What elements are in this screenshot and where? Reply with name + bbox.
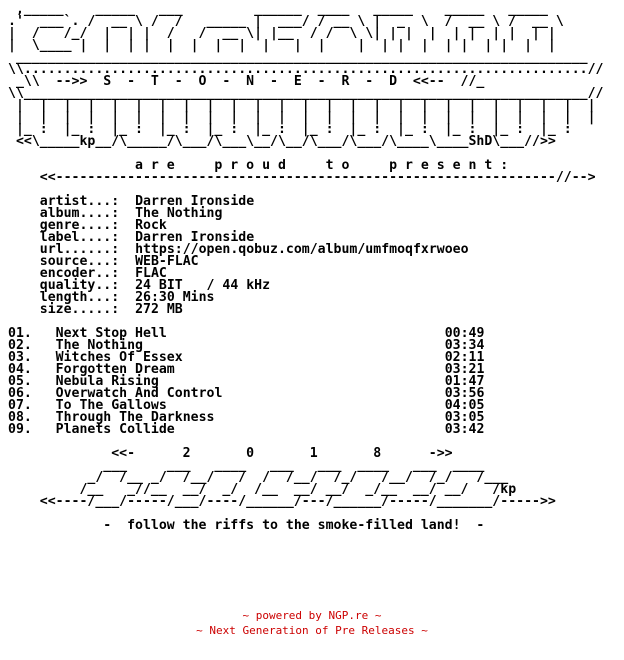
- info-key: encoder..:: [39, 266, 120, 281]
- track-title: Overwatch And Control: [55, 386, 445, 401]
- info-key: album....:: [39, 206, 120, 221]
- track-number: 08.: [8, 410, 32, 425]
- info-key: size.....:: [39, 302, 120, 317]
- track-title: Planets Collide: [55, 422, 445, 437]
- track-title: Next Stop Hell: [55, 326, 445, 341]
- track-number: 05.: [8, 374, 32, 389]
- track-time: 03:05: [444, 410, 485, 425]
- track-number: 02.: [8, 338, 32, 353]
- track-number: 06.: [8, 386, 32, 401]
- track-number: 07.: [8, 398, 32, 413]
- info-value: Darren Ironside: [135, 230, 255, 245]
- info-key: quality..:: [39, 278, 120, 293]
- track-time: 04:05: [444, 398, 485, 413]
- track-title: Through The Darkness: [55, 410, 445, 425]
- track-time: 00:49: [444, 326, 485, 341]
- ngp-tagline: ~ Next Generation of Pre Releases ~: [196, 624, 428, 637]
- track-number: 09.: [8, 422, 32, 437]
- track-time: 01:47: [444, 374, 485, 389]
- info-value: FLAC: [135, 266, 167, 281]
- info-key: length...:: [39, 290, 120, 305]
- info-key: url......:: [39, 242, 120, 257]
- track-number: 01.: [8, 326, 32, 341]
- info-key: genre....:: [39, 218, 120, 233]
- info-value: Darren Ironside: [135, 194, 255, 209]
- bottom-ascii-art: ___ ___ ____ ___ ___ ____ ___ ____ _/ /__ _/ /__/ / / /__/ /_/ /__/ /_/ /___ /__ _//__ __/ _/ /__ __/ __/ _/__ __/ __/ /kp <<----/___/-----/___/----/______/---/______/-----/_______/----->>: [39, 458, 556, 509]
- track-time: 03:56: [444, 386, 485, 401]
- info-value: https://open.qobuz.com/album/umfmoqfxrwoeo: [135, 242, 469, 257]
- info-value: WEB-FLAC: [135, 254, 199, 269]
- track-title: To The Gallows: [55, 398, 445, 413]
- track-time: 03:34: [444, 338, 485, 353]
- track-title: Witches Of Essex: [55, 350, 445, 365]
- track-number: 04.: [8, 362, 32, 377]
- powered-by-line: ~ powered by NGP.re ~: [242, 609, 382, 622]
- track-title: Forgotten Dream: [55, 362, 445, 377]
- info-key: artist...:: [39, 194, 120, 209]
- info-key: source...:: [39, 254, 120, 269]
- present-line: a r e p r o u d t o p r e s e n t :: [8, 158, 509, 173]
- track-title: Nebula Rising: [55, 374, 445, 389]
- track-time: 02:11: [444, 350, 485, 365]
- info-value: 24 BIT / 44 kHz: [135, 278, 271, 293]
- header-ascii-art: ,_____ _____ ___ ______ ____ _____ _____ _____ .' ___`. / __ \ / / _____ | ___/ / __ \ | _ \ / __ \ / __ \ | / /_/ | | | / / __ \| |__ / / \ \| | | | | | | | | | | \____ | | | | | | | | | | | | | | | | | | | | | ________________________________________________________________________ \\.......................................................................// _\\ -->> S - T - O - N - E - R - D <<-- //_ \\_______________________________________________________________________// | | | | | | | | | | | | | | | | | | | | | | | | | | | | | | | | | | | | | | | | | | | | | | | | | | |_ : |_ : |_ : |_ : |_ : |_ : |_ : |_ : |_ : |_ : |_ : |_ : <<\_____kp__/\_____/\___/\___\__/\__/\___/\___/\____\____ShD\___//>>: [8, 2, 604, 149]
- present-rule: <<---------------------------------------------------------------//-->: [8, 170, 596, 185]
- year-line: <<- 2 0 1 8 ->>: [8, 446, 453, 461]
- nfo-text: [8, 4, 603, 532]
- info-value: 272 MB: [135, 302, 183, 317]
- track-time: 03:42: [444, 422, 485, 437]
- track-number: 03.: [8, 350, 32, 365]
- info-key: label....:: [39, 230, 120, 245]
- info-value: Rock: [135, 218, 167, 233]
- info-value: The Nothing: [135, 206, 223, 221]
- track-time: 03:21: [444, 362, 485, 377]
- track-title: The Nothing: [55, 338, 445, 353]
- tagline: - follow the riffs to the smoke-filled land! -: [8, 518, 485, 533]
- info-value: 26:30 Mins: [135, 290, 215, 305]
